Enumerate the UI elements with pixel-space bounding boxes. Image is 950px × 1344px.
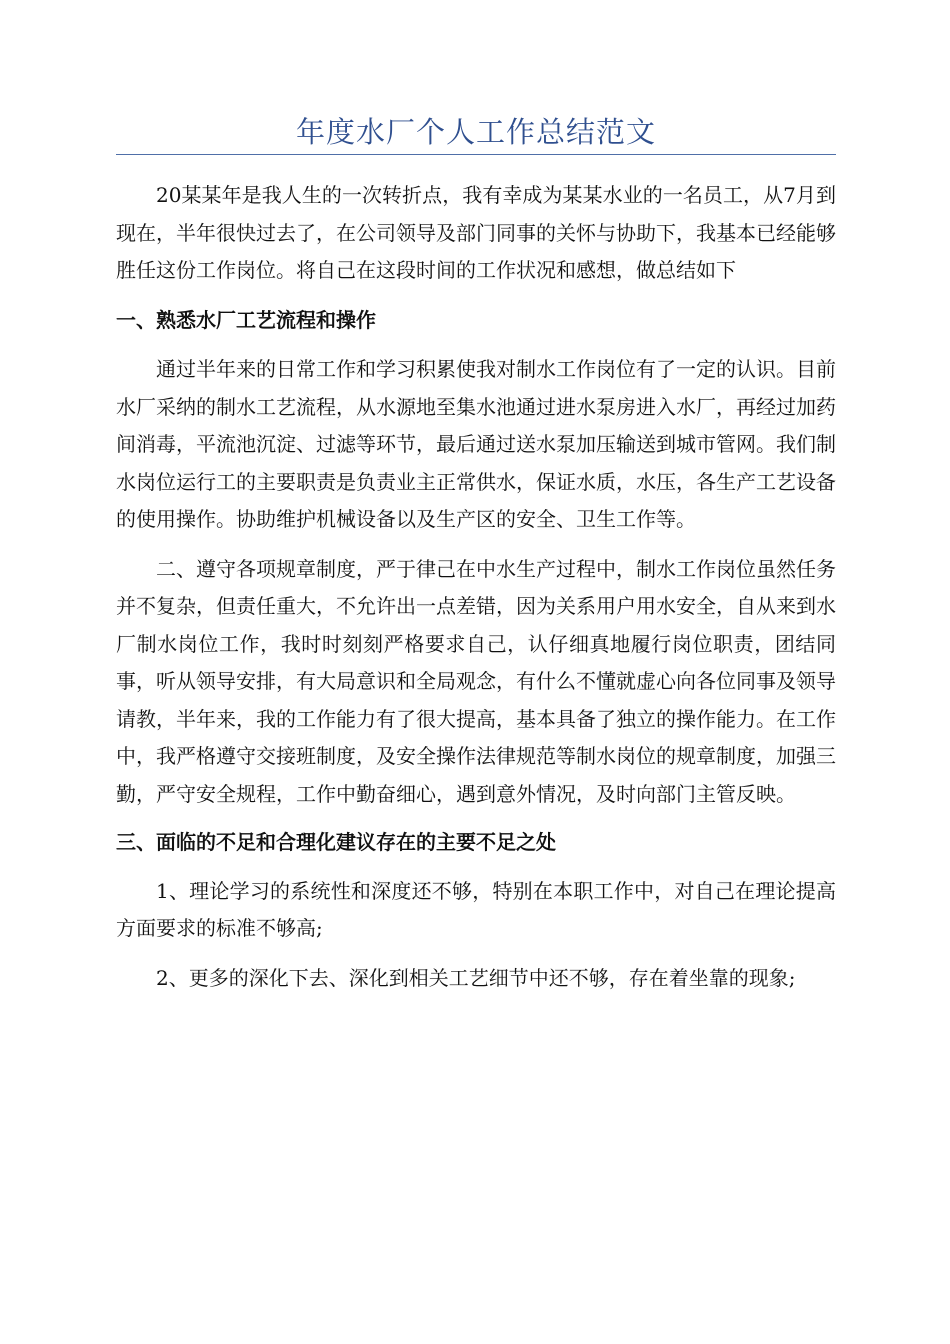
section-2-paragraph: 二、遵守各项规章制度，严于律己在中水生产过程中，制水工作岗位虽然任务并不复杂，但责任重大，不允许出一点差错，因为关系用户用水安全，自从来到水厂制水岗位工作，我时时刻刻严格要求自己，认仔细真地履行岗位职责，团结同事，听从领导安排，有大局意识和全局观念，有什么不懂就虚心向各位同事及领导请教，半年来，我的工作能力有了很大提高，基本具备了独立的操作能力。在工作中，我严格遵守交接班制度，及安全操作法律规范等制水岗位的规章制度，加强三勤，严守安全规程，工作中勤奋细心，遇到意外情况，及时向部门主管反映。 [116,556,836,806]
section-1-paragraph: 通过半年来的日常工作和学习积累使我对制水工作岗位有了一定的认识。目前水厂采纳的制水工艺流程，从水源地至集水池通过进水泵房进入水厂，再经过加药间消毒，平流池沉淀、过滤等环节，最后通过送水泵加压输送到城市管网。我们制水岗位运行工的主要职责是负责业主正常供水，保证水质，水压，各生产工艺设备的使用操作。协助维护机械设备以及生产区的安全、卫生工作等。 [116,357,836,531]
section-3-item-2: 2、更多的深化下去、深化到相关工艺细节中还不够，存在着坐靠的现象; [156,965,796,990]
section-3-item-1: 1、理论学习的系统性和深度还不够，特别在本职工作中，对自己在理论提高方面要求的标准不够高; [116,878,836,940]
document-page [116,112,836,997]
title-underline [116,154,836,155]
document-title: 年度水厂个人工作总结范文 [295,115,656,149]
intro-paragraph: 20某某年是我人生的一次转折点，我有幸成为某某水业的一名员工，从7月到现在，半年很快过去了，在公司领导及部门同事的关怀与协助下，我基本已经能够胜任这份工作岗位。将自己在这段时间的工作状况和感想，做总结如下 [116,183,836,282]
section-heading-1: 一、熟悉水厂工艺流程和操作 [116,307,376,332]
section-heading-3: 三、面临的不足和合理化建议存在的主要不足之处 [116,830,556,854]
